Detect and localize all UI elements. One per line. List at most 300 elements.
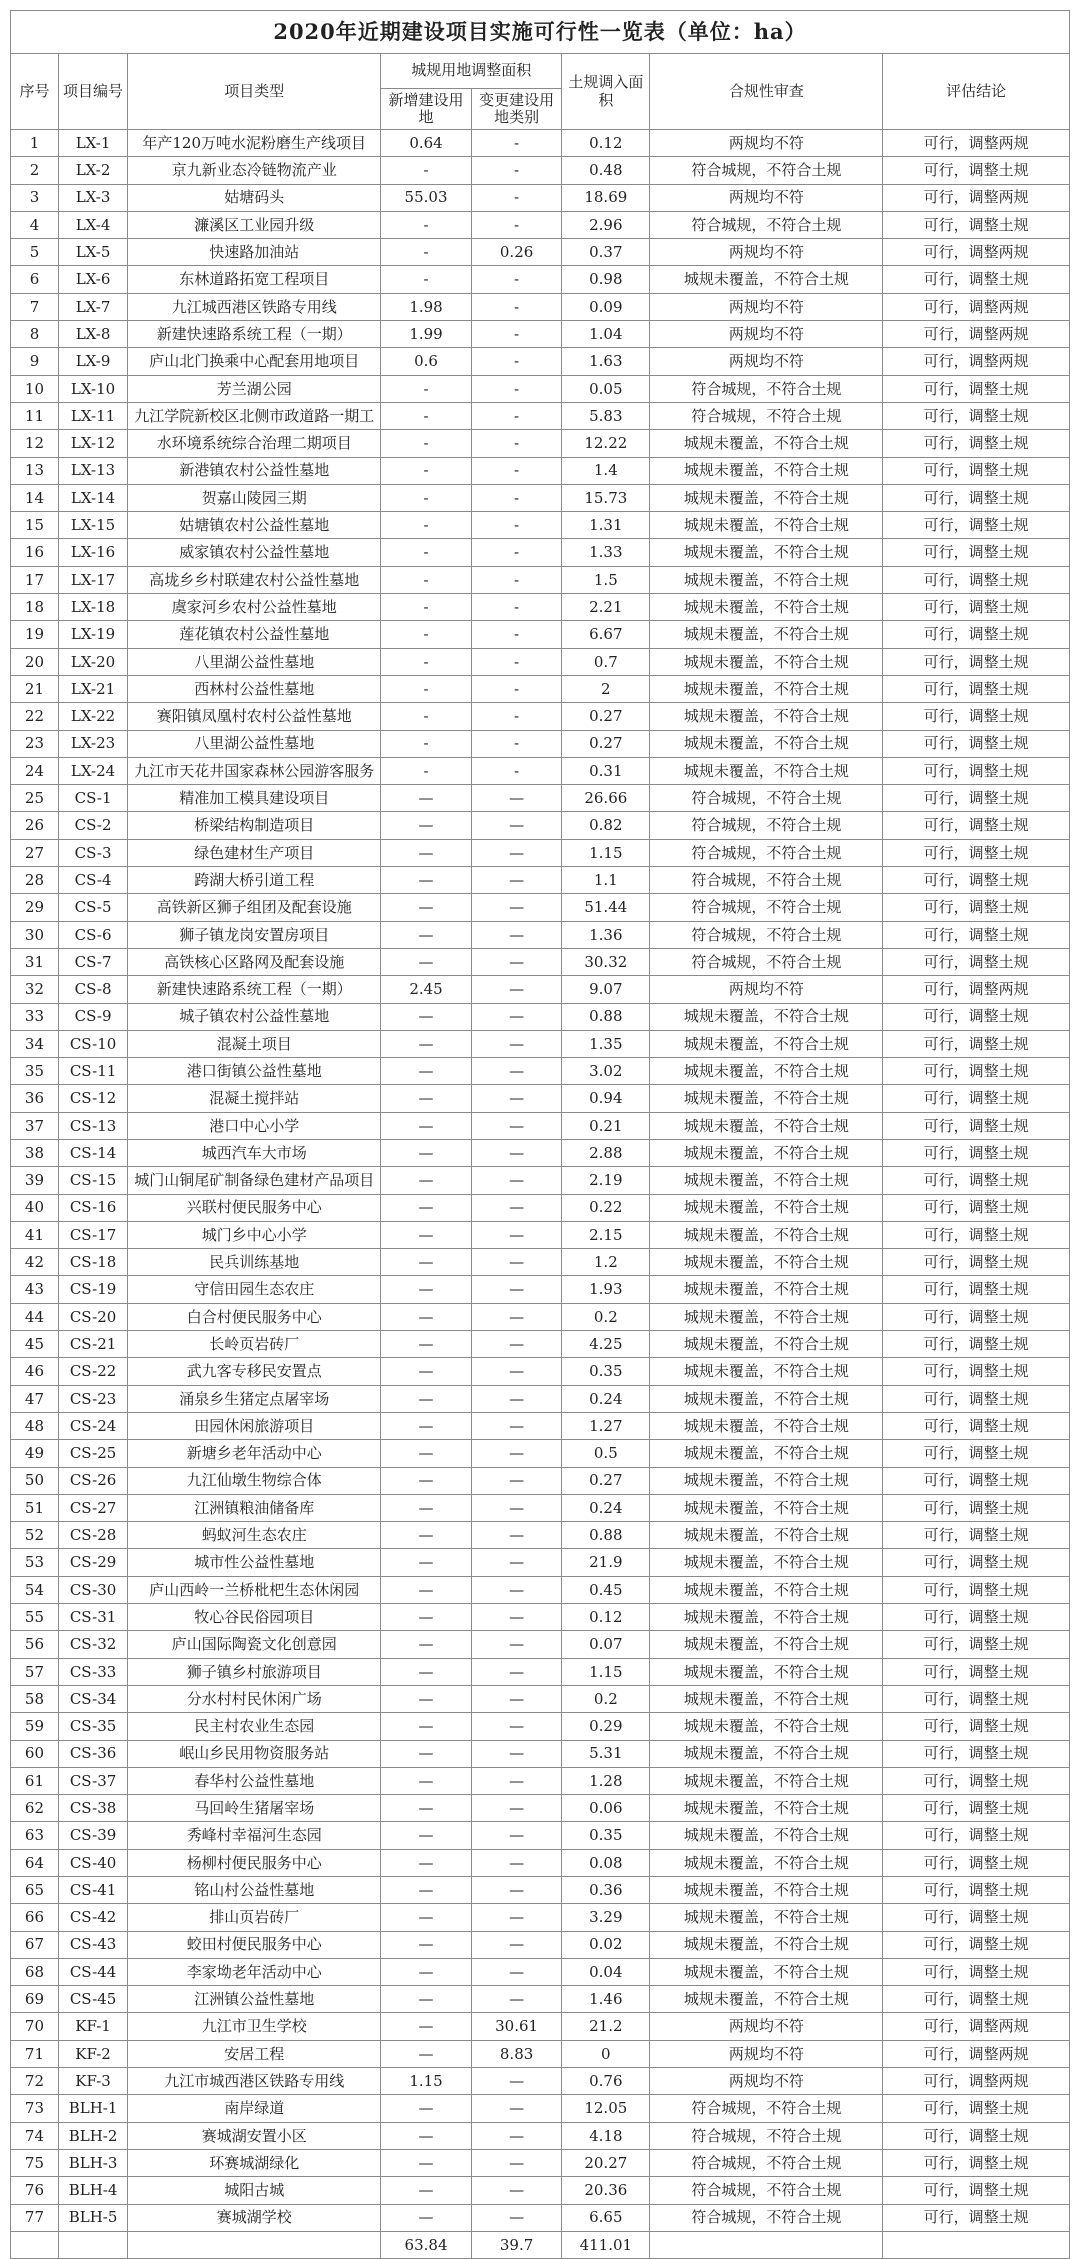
conclusion-cell: 可行，调整土规 — [883, 402, 1070, 429]
compliance-cell: 城规未覆盖，不符合土规 — [650, 1877, 883, 1904]
type-cell: 赛阳镇凤凰村农村公益性墓地 — [128, 703, 381, 730]
compliance-cell: 城规未覆盖，不符合土规 — [650, 539, 883, 566]
type-cell: 精准加工模具建设项目 — [128, 785, 381, 812]
type-cell: 庐山北门换乘中心配套用地项目 — [128, 348, 381, 375]
compliance-cell: 城规未覆盖，不符合土规 — [650, 1713, 883, 1740]
table-row — [11, 948, 1070, 975]
new-land-cell: — — [381, 1767, 472, 1794]
table-row — [11, 1904, 1070, 1931]
change-land-cell: - — [471, 621, 562, 648]
new-land-cell: - — [381, 539, 472, 566]
change-land-cell: - — [471, 675, 562, 702]
soil-area-cell: 1.63 — [562, 348, 650, 375]
seq-cell: 44 — [11, 1303, 59, 1330]
new-land-cell: — — [381, 812, 472, 839]
seq-cell: 1 — [11, 130, 59, 157]
conclusion-cell: 可行，调整土规 — [883, 1412, 1070, 1439]
table-row — [11, 1986, 1070, 2013]
table-row — [11, 976, 1070, 1003]
change-land-cell: - — [471, 348, 562, 375]
compliance-cell: 城规未覆盖，不符合土规 — [650, 1604, 883, 1631]
seq-cell: 59 — [11, 1713, 59, 1740]
table-row — [11, 921, 1070, 948]
new-land-cell: - — [381, 157, 472, 184]
seq-cell: 46 — [11, 1358, 59, 1385]
new-land-cell: 55.03 — [381, 184, 472, 211]
code-cell: CS-12 — [58, 1085, 127, 1112]
conclusion-cell: 可行，调整土规 — [883, 1494, 1070, 1521]
soil-area-cell: 30.32 — [562, 948, 650, 975]
compliance-cell: 城规未覆盖，不符合土规 — [650, 1030, 883, 1057]
new-land-cell: - — [381, 594, 472, 621]
compliance-cell: 两规均不符 — [650, 293, 883, 320]
seq-cell: 31 — [11, 948, 59, 975]
type-cell: 牧心谷民俗园项目 — [128, 1604, 381, 1631]
seq-cell: 23 — [11, 730, 59, 757]
soil-area-cell: 26.66 — [562, 785, 650, 812]
type-cell: 新建快速路系统工程（一期） — [128, 321, 381, 348]
table-row — [11, 1358, 1070, 1385]
new-land-cell: — — [381, 1685, 472, 1712]
new-land-cell: - — [381, 675, 472, 702]
change-land-cell: — — [471, 1412, 562, 1439]
compliance-cell: 两规均不符 — [650, 239, 883, 266]
conclusion-cell: 可行，调整土规 — [883, 1658, 1070, 1685]
seq-cell: 2 — [11, 157, 59, 184]
compliance-cell: 城规未覆盖，不符合土规 — [650, 1658, 883, 1685]
new-land-cell: — — [381, 1958, 472, 1985]
code-cell: CS-37 — [58, 1767, 127, 1794]
seq-cell: 70 — [11, 2013, 59, 2040]
soil-area-cell: 0.29 — [562, 1713, 650, 1740]
table-row — [11, 430, 1070, 457]
seq-cell: 71 — [11, 2040, 59, 2067]
conclusion-cell: 可行，调整土规 — [883, 1849, 1070, 1876]
new-land-cell: - — [381, 211, 472, 238]
seq-cell: 47 — [11, 1385, 59, 1412]
table-row — [11, 1740, 1070, 1767]
compliance-cell: 城规未覆盖，不符合土规 — [650, 457, 883, 484]
soil-area-cell: 0.82 — [562, 812, 650, 839]
compliance-cell: 城规未覆盖，不符合土规 — [650, 1549, 883, 1576]
code-cell: CS-32 — [58, 1631, 127, 1658]
conclusion-cell: 可行，调整土规 — [883, 921, 1070, 948]
type-cell: 安居工程 — [128, 2040, 381, 2067]
table-row — [11, 1549, 1070, 1576]
new-land-cell: — — [381, 2013, 472, 2040]
code-cell: CS-4 — [58, 867, 127, 894]
change-land-cell: - — [471, 539, 562, 566]
table-row — [11, 703, 1070, 730]
conclusion-cell: 可行，调整土规 — [883, 1221, 1070, 1248]
seq-cell: 58 — [11, 1685, 59, 1712]
seq-cell: 15 — [11, 512, 59, 539]
new-land-cell: — — [381, 785, 472, 812]
code-cell: CS-5 — [58, 894, 127, 921]
table-row — [11, 1276, 1070, 1303]
seq-cell: 68 — [11, 1958, 59, 1985]
change-land-cell: — — [471, 1139, 562, 1166]
new-land-cell: — — [381, 1494, 472, 1521]
conclusion-cell: 可行，调整两规 — [883, 976, 1070, 1003]
change-land-cell: — — [471, 2095, 562, 2122]
compliance-cell: 城规未覆盖，不符合土规 — [650, 1740, 883, 1767]
seq-cell: 30 — [11, 921, 59, 948]
type-cell: 芳兰湖公园 — [128, 375, 381, 402]
change-land-cell: — — [471, 1658, 562, 1685]
table-row — [11, 1003, 1070, 1030]
change-land-cell: — — [471, 1085, 562, 1112]
seq-cell: 55 — [11, 1604, 59, 1631]
new-land-cell: - — [381, 402, 472, 429]
change-land-cell: — — [471, 1822, 562, 1849]
change-land-cell: - — [471, 703, 562, 730]
seq-cell: 5 — [11, 239, 59, 266]
soil-area-cell: 0.27 — [562, 730, 650, 757]
new-land-cell: — — [381, 1030, 472, 1057]
compliance-cell: 符合城规，不符合土规 — [650, 375, 883, 402]
code-cell: CS-21 — [58, 1331, 127, 1358]
type-cell: 威家镇农村公益性墓地 — [128, 539, 381, 566]
soil-area-cell: 12.22 — [562, 430, 650, 457]
soil-area-cell: 0.35 — [562, 1822, 650, 1849]
seq-cell: 62 — [11, 1795, 59, 1822]
soil-area-cell: 0.12 — [562, 130, 650, 157]
seq-cell: 61 — [11, 1767, 59, 1794]
seq-cell: 9 — [11, 348, 59, 375]
code-cell: CS-44 — [58, 1958, 127, 1985]
type-cell: 城西汽车大市场 — [128, 1139, 381, 1166]
conclusion-cell: 可行，调整土规 — [883, 1958, 1070, 1985]
seq-cell: 19 — [11, 621, 59, 648]
new-land-cell: — — [381, 1194, 472, 1221]
type-cell: 环赛城湖绿化 — [128, 2149, 381, 2176]
conclusion-cell: 可行，调整土规 — [883, 1085, 1070, 1112]
seq-cell: 27 — [11, 839, 59, 866]
soil-area-cell: 0.35 — [562, 1358, 650, 1385]
code-cell: BLH-5 — [58, 2204, 127, 2231]
compliance-cell: 城规未覆盖，不符合土规 — [650, 1958, 883, 1985]
code-cell: CS-13 — [58, 1112, 127, 1139]
conclusion-cell: 可行，调整土规 — [883, 621, 1070, 648]
conclusion-cell: 可行，调整土规 — [883, 757, 1070, 784]
compliance-cell: 符合城规，不符合土规 — [650, 2149, 883, 2176]
type-cell: 狮子镇乡村旅游项目 — [128, 1658, 381, 1685]
type-cell: 武九客专移民安置点 — [128, 1358, 381, 1385]
type-cell: 赛城湖安置小区 — [128, 2122, 381, 2149]
soil-area-cell: 1.15 — [562, 1658, 650, 1685]
table-row — [11, 2040, 1070, 2067]
table-row — [11, 1221, 1070, 1248]
new-land-cell: - — [381, 457, 472, 484]
compliance-cell: 城规未覆盖，不符合土规 — [650, 566, 883, 593]
total-seq-cell — [11, 2231, 59, 2258]
new-land-cell: — — [381, 1849, 472, 1876]
soil-area-cell: 0.22 — [562, 1194, 650, 1221]
type-cell: 城门乡中心小学 — [128, 1221, 381, 1248]
change-land-cell: — — [471, 1849, 562, 1876]
change-land-cell: - — [471, 293, 562, 320]
soil-area-cell: 0.21 — [562, 1112, 650, 1139]
type-cell: 混凝土搅拌站 — [128, 1085, 381, 1112]
compliance-cell: 城规未覆盖，不符合土规 — [650, 484, 883, 511]
soil-area-cell: 0.09 — [562, 293, 650, 320]
change-land-cell: — — [471, 839, 562, 866]
compliance-cell: 符合城规，不符合土规 — [650, 812, 883, 839]
conclusion-cell: 可行，调整土规 — [883, 1167, 1070, 1194]
new-land-cell: — — [381, 1276, 472, 1303]
type-cell: 庐山国际陶瓷文化创意园 — [128, 1631, 381, 1658]
code-cell: LX-11 — [58, 402, 127, 429]
type-cell: 分水村村民休闲广场 — [128, 1685, 381, 1712]
soil-area-cell: 2.88 — [562, 1139, 650, 1166]
conclusion-cell: 可行，调整土规 — [883, 1822, 1070, 1849]
compliance-cell: 符合城规，不符合土规 — [650, 402, 883, 429]
compliance-cell: 城规未覆盖，不符合土规 — [650, 1685, 883, 1712]
seq-cell: 37 — [11, 1112, 59, 1139]
type-cell: 港口街镇公益性墓地 — [128, 1058, 381, 1085]
code-cell: CS-22 — [58, 1358, 127, 1385]
change-land-cell: — — [471, 2149, 562, 2176]
seq-cell: 60 — [11, 1740, 59, 1767]
seq-cell: 18 — [11, 594, 59, 621]
code-cell: CS-1 — [58, 785, 127, 812]
soil-area-cell: 15.73 — [562, 484, 650, 511]
new-land-cell: — — [381, 948, 472, 975]
change-land-cell: — — [471, 1249, 562, 1276]
change-land-cell: - — [471, 512, 562, 539]
change-land-cell: - — [471, 648, 562, 675]
conclusion-cell: 可行，调整土规 — [883, 1303, 1070, 1330]
change-land-cell: — — [471, 1194, 562, 1221]
soil-area-cell: 2.19 — [562, 1167, 650, 1194]
new-land-cell: — — [381, 1085, 472, 1112]
soil-area-cell: 2.96 — [562, 211, 650, 238]
table-row — [11, 2013, 1070, 2040]
code-cell: LX-22 — [58, 703, 127, 730]
code-cell: CS-10 — [58, 1030, 127, 1057]
seq-cell: 77 — [11, 2204, 59, 2231]
type-cell: 江洲镇公益性墓地 — [128, 1986, 381, 2013]
seq-cell: 72 — [11, 2068, 59, 2095]
new-land-cell: — — [381, 1931, 472, 1958]
soil-area-cell: 0.04 — [562, 1958, 650, 1985]
change-land-cell: — — [471, 1440, 562, 1467]
compliance-cell: 城规未覆盖，不符合土规 — [650, 1494, 883, 1521]
type-cell: 李家坳老年活动中心 — [128, 1958, 381, 1985]
conclusion-cell: 可行，调整土规 — [883, 539, 1070, 566]
change-land-cell: — — [471, 1604, 562, 1631]
table-row — [11, 1658, 1070, 1685]
compliance-cell: 城规未覆盖，不符合土规 — [650, 1576, 883, 1603]
conclusion-cell: 可行，调整土规 — [883, 375, 1070, 402]
table-row — [11, 1249, 1070, 1276]
compliance-cell: 城规未覆盖，不符合土规 — [650, 430, 883, 457]
new-land-cell: - — [381, 703, 472, 730]
compliance-cell: 两规均不符 — [650, 2040, 883, 2067]
conclusion-cell: 可行，调整两规 — [883, 2040, 1070, 2067]
compliance-cell: 符合城规，不符合土规 — [650, 894, 883, 921]
seq-cell: 36 — [11, 1085, 59, 1112]
table-title: 2020年近期建设项目实施可行性一览表（单位：ha） — [11, 11, 1070, 54]
change-land-cell: - — [471, 566, 562, 593]
compliance-cell: 城规未覆盖，不符合土规 — [650, 1112, 883, 1139]
new-land-cell: — — [381, 1440, 472, 1467]
change-land-cell: 8.83 — [471, 2040, 562, 2067]
seq-cell: 43 — [11, 1276, 59, 1303]
conclusion-cell: 可行，调整土规 — [883, 457, 1070, 484]
type-cell: 岷山乡民用物资服务站 — [128, 1740, 381, 1767]
header-type: 项目类型 — [128, 54, 381, 130]
change-land-cell: — — [471, 1685, 562, 1712]
code-cell: LX-6 — [58, 266, 127, 293]
table-row — [11, 2204, 1070, 2231]
new-land-cell: - — [381, 375, 472, 402]
new-land-cell: — — [381, 1877, 472, 1904]
type-cell: 濂溪区工业园升级 — [128, 211, 381, 238]
change-land-cell: — — [471, 1877, 562, 1904]
new-land-cell: — — [381, 1467, 472, 1494]
seq-cell: 7 — [11, 293, 59, 320]
soil-area-cell: 0.12 — [562, 1604, 650, 1631]
code-cell: BLH-2 — [58, 2122, 127, 2149]
conclusion-cell: 可行，调整两规 — [883, 293, 1070, 320]
seq-cell: 64 — [11, 1849, 59, 1876]
conclusion-cell: 可行，调整土规 — [883, 894, 1070, 921]
compliance-cell: 城规未覆盖，不符合土规 — [650, 266, 883, 293]
compliance-cell: 城规未覆盖，不符合土规 — [650, 1385, 883, 1412]
compliance-cell: 城规未覆盖，不符合土规 — [650, 703, 883, 730]
table-row — [11, 1030, 1070, 1057]
seq-cell: 28 — [11, 867, 59, 894]
code-cell: CS-33 — [58, 1658, 127, 1685]
soil-area-cell: 0.05 — [562, 375, 650, 402]
seq-cell: 65 — [11, 1877, 59, 1904]
conclusion-cell: 可行，调整土规 — [883, 1604, 1070, 1631]
soil-area-cell: 0.24 — [562, 1385, 650, 1412]
type-cell: 城子镇农村公益性墓地 — [128, 1003, 381, 1030]
soil-area-cell: 1.93 — [562, 1276, 650, 1303]
type-cell: 庐山西岭一兰桥枇杷生态休闲园 — [128, 1576, 381, 1603]
code-cell: LX-8 — [58, 321, 127, 348]
code-cell: CS-27 — [58, 1494, 127, 1521]
table-row — [11, 266, 1070, 293]
compliance-cell: 两规均不符 — [650, 321, 883, 348]
soil-area-cell: 21.2 — [562, 2013, 650, 2040]
type-cell: 九江市卫生学校 — [128, 2013, 381, 2040]
new-land-cell: — — [381, 1522, 472, 1549]
conclusion-cell: 可行，调整土规 — [883, 2204, 1070, 2231]
table-row — [11, 867, 1070, 894]
soil-area-cell: 4.25 — [562, 1331, 650, 1358]
new-land-cell: — — [381, 1112, 472, 1139]
code-cell: CS-38 — [58, 1795, 127, 1822]
table-row — [11, 812, 1070, 839]
conclusion-cell: 可行，调整土规 — [883, 1249, 1070, 1276]
soil-area-cell: 0 — [562, 2040, 650, 2067]
soil-area-cell: 0.36 — [562, 1877, 650, 1904]
compliance-cell: 符合城规，不符合土规 — [650, 948, 883, 975]
new-land-cell: — — [381, 1576, 472, 1603]
table-row — [11, 1822, 1070, 1849]
change-land-cell: — — [471, 1467, 562, 1494]
new-land-cell: 1.98 — [381, 293, 472, 320]
header-change-land: 变更建设用地类别 — [471, 89, 562, 130]
soil-area-cell: 3.29 — [562, 1904, 650, 1931]
compliance-cell: 两规均不符 — [650, 2068, 883, 2095]
seq-cell: 6 — [11, 266, 59, 293]
change-land-cell: — — [471, 1904, 562, 1931]
code-cell: CS-23 — [58, 1385, 127, 1412]
change-land-cell: — — [471, 2204, 562, 2231]
conclusion-cell: 可行，调整土规 — [883, 1685, 1070, 1712]
type-cell: 高铁核心区路网及配套设施 — [128, 948, 381, 975]
code-cell: LX-5 — [58, 239, 127, 266]
code-cell: CS-11 — [58, 1058, 127, 1085]
new-land-cell: — — [381, 1058, 472, 1085]
compliance-cell: 城规未覆盖，不符合土规 — [650, 1058, 883, 1085]
seq-cell: 8 — [11, 321, 59, 348]
table-row — [11, 675, 1070, 702]
header-code: 项目编号 — [58, 54, 127, 130]
conclusion-cell: 可行，调整土规 — [883, 266, 1070, 293]
code-cell: CS-43 — [58, 1931, 127, 1958]
code-cell: LX-4 — [58, 211, 127, 238]
new-land-cell: - — [381, 484, 472, 511]
type-cell: 白合村便民服务中心 — [128, 1303, 381, 1330]
new-land-cell: - — [381, 566, 472, 593]
change-land-cell: — — [471, 812, 562, 839]
soil-area-cell: 2 — [562, 675, 650, 702]
change-land-cell: - — [471, 184, 562, 211]
table-row — [11, 648, 1070, 675]
soil-area-cell: 0.94 — [562, 1085, 650, 1112]
new-land-cell: — — [381, 1904, 472, 1931]
type-cell: 南岸绿道 — [128, 2095, 381, 2122]
code-cell: LX-17 — [58, 566, 127, 593]
new-land-cell: — — [381, 2149, 472, 2176]
conclusion-cell: 可行，调整土规 — [883, 484, 1070, 511]
total-conclusion-cell — [883, 2231, 1070, 2258]
new-land-cell: - — [381, 730, 472, 757]
type-cell: 城市性公益性墓地 — [128, 1549, 381, 1576]
new-land-cell: - — [381, 648, 472, 675]
table-row — [11, 1576, 1070, 1603]
change-land-cell: — — [471, 1030, 562, 1057]
table-row — [11, 839, 1070, 866]
table-row — [11, 1494, 1070, 1521]
seq-cell: 22 — [11, 703, 59, 730]
soil-area-cell: 3.02 — [562, 1058, 650, 1085]
total-compliance-cell — [650, 2231, 883, 2258]
change-land-cell: - — [471, 130, 562, 157]
code-cell: CS-19 — [58, 1276, 127, 1303]
type-cell: 排山页岩砖厂 — [128, 1904, 381, 1931]
table-row — [11, 375, 1070, 402]
table-row — [11, 1058, 1070, 1085]
change-land-cell: — — [471, 1931, 562, 1958]
soil-area-cell: 0.48 — [562, 157, 650, 184]
seq-cell: 33 — [11, 1003, 59, 1030]
table-row — [11, 1958, 1070, 1985]
document-sheet — [10, 10, 1070, 2259]
code-cell: BLH-4 — [58, 2177, 127, 2204]
table-row — [11, 894, 1070, 921]
conclusion-cell: 可行，调整土规 — [883, 512, 1070, 539]
change-land-cell: — — [471, 1740, 562, 1767]
table-row — [11, 1522, 1070, 1549]
conclusion-cell: 可行，调整土规 — [883, 785, 1070, 812]
